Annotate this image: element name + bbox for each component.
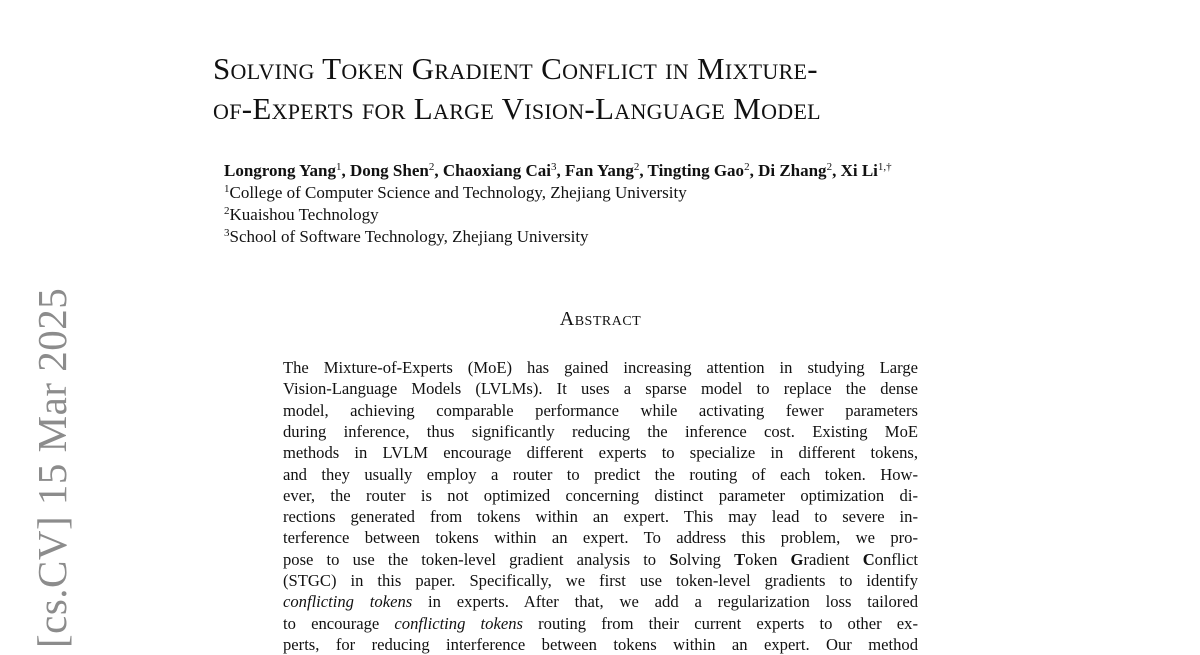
abstract-line: conflicting tokens in experts. After that, we add a regularization loss tailored <box>283 592 918 612</box>
affiliation-line <box>224 226 1124 248</box>
affiliation-mark: 3 <box>224 227 230 239</box>
abstract-line: (STGC) in this paper. Specifically, we first use token-level gradients to identify <box>283 571 918 590</box>
author-separator: , <box>434 161 443 180</box>
author-affiliation-mark: 1,† <box>877 161 892 173</box>
abstract-line: methods in LVLM encourage different experts to specialize in different tokens, <box>283 443 918 463</box>
author-affiliation-mark: 2 <box>826 161 833 173</box>
affiliation-mark: 2 <box>224 205 230 217</box>
affiliation-list <box>224 182 1124 248</box>
author-affiliation-mark: 1 <box>335 161 342 173</box>
affiliation-line <box>224 182 1124 204</box>
author-affiliation-mark: 2 <box>633 161 640 173</box>
author-name: Longrong Yang <box>224 161 336 180</box>
author-separator: , <box>749 161 759 180</box>
abstract-line: Vision-Language Models (LVLMs). It uses a sparse model to replace the dense <box>283 379 918 399</box>
author-affiliation-mark: 3 <box>551 161 557 173</box>
author-name: Dong Shen <box>349 161 429 180</box>
abstract-line: to encourage conflicting tokens routing from their current experts to other ex- <box>283 613 918 633</box>
author-name: Di Zhang <box>758 161 827 180</box>
author-block <box>224 160 1124 248</box>
abstract-line: during inference, thus significantly reducing the inference cost. Existing MoE <box>283 421 918 441</box>
author-separator: , <box>556 161 566 180</box>
paper-title <box>213 49 1033 129</box>
affiliation-text: Kuaishou Technology <box>229 205 379 224</box>
abstract-line: ever, the router is not optimized concerning distinct parameter optimization di- <box>283 485 918 505</box>
title-line-1: Solving Token Gradient Conflict in Mixture- <box>213 51 818 86</box>
affiliation-text: College of Computer Science and Technology, Zhejiang University <box>229 183 687 202</box>
abstract-line: The Mixture-of-Experts (MoE) has gained increasing attention in studying Large <box>283 358 918 377</box>
author-name: Tingting Gao <box>647 161 745 180</box>
author-list <box>224 160 1124 182</box>
abstract-line: terference between tokens within an expert. To address this problem, we pro- <box>283 528 918 548</box>
abstract-line: rections generated from tokens within an expert. This may lead to severe in- <box>283 507 918 527</box>
author-separator: , <box>341 161 350 180</box>
author-name: Chaoxiang Cai <box>442 161 552 180</box>
author-separator: , <box>639 161 648 180</box>
abstract-line: model, achieving comparable performance while activating fewer parameters <box>283 400 918 420</box>
title-line-2: of-Experts for Large Vision-Language Model <box>213 91 821 126</box>
author-name: Fan Yang <box>565 161 634 180</box>
author-name: Xi Li <box>840 161 878 180</box>
arxiv-stamp: [cs.CV] 15 Mar 2025 <box>29 287 75 648</box>
affiliation-text: School of Software Technology, Zhejiang University <box>229 227 589 246</box>
affiliation-line <box>224 204 1124 226</box>
abstract-line: and they usually employ a router to predict the routing of each token. How- <box>283 464 918 484</box>
author-affiliation-mark: 2 <box>428 161 435 173</box>
author-separator: , <box>832 161 841 180</box>
abstract-line: pose to use the token-level gradient analysis to Solving Token Gradient Conflict <box>283 549 918 569</box>
affiliation-mark: 1 <box>224 183 230 195</box>
abstract-heading: Abstract <box>559 308 642 330</box>
author-affiliation-mark: 2 <box>744 161 750 173</box>
abstract-line: perts, for reducing interference between tokens within an expert. Our method <box>283 634 918 654</box>
